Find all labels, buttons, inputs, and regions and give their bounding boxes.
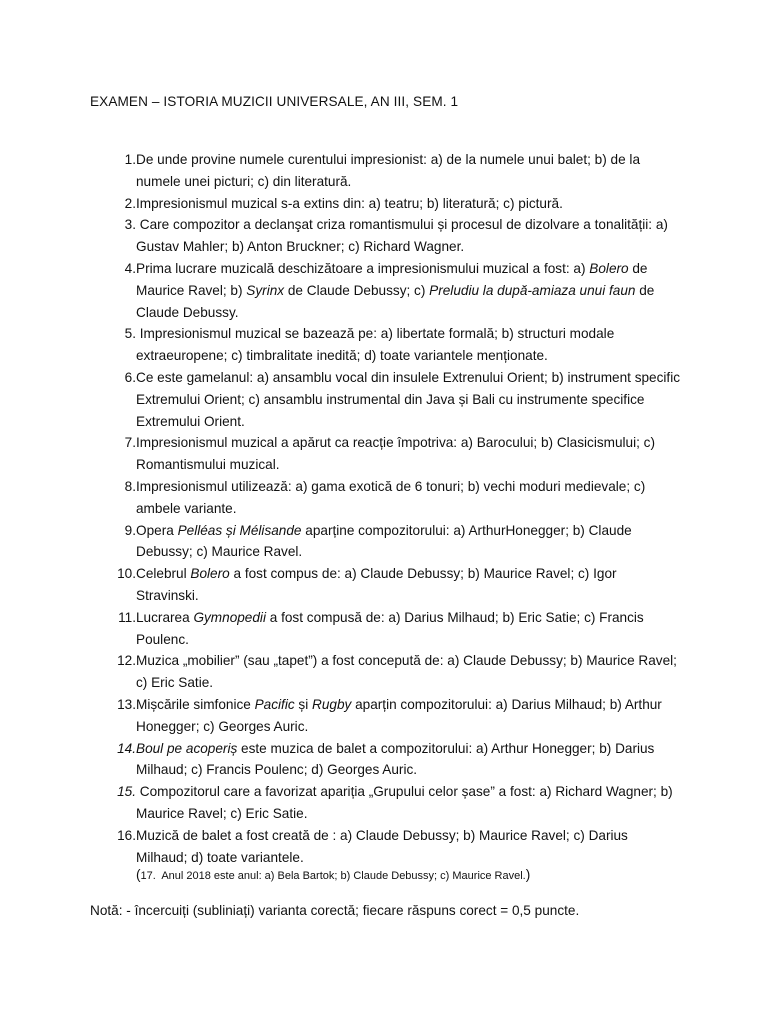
italic-title: Rugby [312,696,352,712]
question-item [102,193,692,215]
close-paren: ) [525,867,531,882]
page-title: EXAMEN – ISTORIA MUZICII UNIVERSALE, AN III, SEM. 1 [90,94,459,109]
question-number: 12. [117,653,136,669]
question-item [102,563,692,607]
question-text: Impresionismul muzical s-a extins din: a) teatru; b) literatură; c) pictură. [136,195,563,211]
question-item [102,476,692,520]
text-run: a fost compus de: a) Claude Debussy; b) Maurice Ravel; c) Igor Stravinski. [136,566,617,603]
text-run: Lucrarea [136,609,194,625]
question-text [136,520,681,564]
text-run: aparține compozitorului: a) ArthurHonegger; b) Claude Debussy; c) Maurice Ravel. [136,522,632,560]
text-run: de Claude Debussy; c) [284,282,430,298]
open-paren: ( [136,867,141,882]
question-item [102,607,692,651]
italic-title: Syrinx [246,282,285,298]
question-number: 1. [124,152,136,167]
question-item [102,323,692,367]
question-item [102,432,692,476]
question-text [136,694,681,738]
question-number: 4. [124,260,136,276]
text-run: Opera [136,522,178,538]
question-item [102,694,692,738]
question-number: 15. [117,784,136,800]
italic-title: Bolero [190,566,230,582]
question-number: 8. [124,478,136,494]
question-text [136,738,681,782]
question-text: Impresionismul muzical se bazează pe: a) libertate formală; b) structuri modale extraeuropene; c) timbralitate inedită; d) toate variantele menționate. [136,326,619,364]
question-text: Muzică de balet a fost creată de : a) Claude Debussy; b) Maurice Ravel; c) Darius Milhaud; d) toate variantele. [136,827,628,865]
question-number: 14. [117,740,136,756]
question-number: 3. [124,217,136,233]
question-list [102,149,692,868]
text-run: și [294,696,313,712]
italic-title: Pacific [254,696,295,712]
question-text: Impresionismul muzical a apărut ca reacție împotriva: a) Barocului; b) Clasicismului; c) Romantismului muzical. [136,435,656,473]
text-run: este muzica de balet a compozitorului: a) Arthur Honegger; b) Darius Milhaud; c) Francis Poulenc; d) Georges Auric. [136,740,655,778]
question-number: 10. [117,566,136,582]
question-text: Compozitorul care a favorizat apariția „Grupului celor șase” a fost: a) Richard Wagner; b) Maurice Ravel; c) Eric Satie. [136,784,677,821]
italic-title: Pelléas și Mélisande [177,522,302,538]
italic-title: Gymnopedii [193,609,266,625]
question-17-note [136,867,530,882]
question-item [102,650,692,694]
question-text: Care compozitor a declanşat criza romantismului și procesul de dizolvare a tonalității: a) Gustav Mahler; b) Anton Bruckner; c) Richard Wagner. [136,217,672,255]
question-item [102,825,692,869]
question-text [136,607,681,651]
question-item [102,258,692,323]
question-number: 2. [124,195,136,211]
text-run: de Claude Debussy. [136,282,655,320]
text-run: a fost compusă de: a) Darius Milhaud; b) Eric Satie; c) Francis Poulenc. [136,609,644,647]
text-run: Prima lucrare muzicală deschizătoare a impresionismului muzical a fost: a) [136,260,590,276]
question-text: Ce este gamelanul: a) ansamblu vocal din insulele Extrenului Orient; b) instrument specific Extremului Orient; c) ansamblu instrumental din Java și Bali cu instrumente specifice Extremului Orient. [136,369,681,429]
question-text: Impresionismul utilizează: a) gama exotică de 6 tonuri; b) vechi moduri medievale; c) ambele variante. [136,478,646,516]
question-number: 7. [124,435,136,451]
text-run: Mișcările simfonice [136,696,255,712]
note-text: 17. Anul 2018 este anul: a) Bela Bartok; b) Claude Debussy; c) Maurice Ravel. [140,870,526,882]
question-item [102,520,692,564]
question-number: 16. [117,827,136,843]
grading-note: Notă: - încercuiți (subliniați) varianta corectă; fiecare răspuns corect = 0,5 puncte. [90,903,580,918]
question-item [102,214,692,258]
italic-title: Bolero [589,260,629,276]
italic-title: Boul pe acoperiș [136,740,238,756]
question-text [136,563,681,607]
question-text: De unde provine numele curentului impresionist: a) de la numele unui balet; b) de la numele unei picturi; c) din literatură. [136,152,641,189]
text-run: aparțin compozitorului: a) Darius Milhaud; b) Arthur Honegger; c) Georges Auric. [136,696,662,734]
question-text [136,258,681,323]
text-run: Celebrul [136,566,191,582]
question-item [102,781,692,825]
question-number: 5. [124,326,136,342]
question-item [102,367,692,432]
question-number: 9. [124,522,136,538]
question-item [102,149,692,193]
italic-title: Preludiu la după-amiaza unui faun [429,282,636,298]
question-text: Muzica „mobilier” (sau „tapet”) a fost concepută de: a) Claude Debussy; b) Maurice Ravel; c) Eric Satie. [136,653,677,691]
question-number: 13. [117,696,136,712]
question-number: 6. [124,369,136,385]
text-run: de Maurice Ravel; b) [136,260,648,298]
question-number: 11. [118,609,136,625]
question-item [102,738,692,782]
